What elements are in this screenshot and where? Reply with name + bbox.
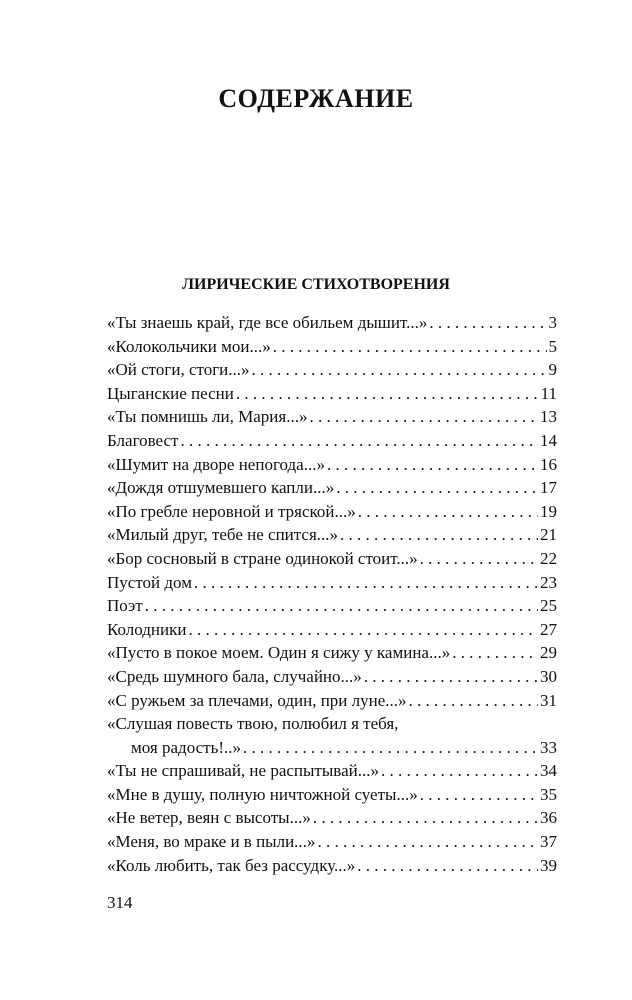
toc-entry-page: 13	[540, 407, 557, 427]
toc-entry-title: «Милый друг, тебе не спится...»	[107, 525, 339, 545]
dot-leader	[358, 500, 538, 524]
toc-entry	[107, 382, 557, 406]
dot-leader	[309, 405, 538, 429]
dot-leader	[336, 476, 538, 500]
dot-leader	[409, 689, 538, 713]
toc-entry-title: «Меня, во мраке и в пыли...»	[107, 832, 316, 852]
toc-entry-title: «С ружьем за плечами, один, при луне...»	[107, 690, 407, 710]
toc-entry	[107, 759, 557, 783]
toc-entry-title: Колодники	[107, 619, 187, 639]
toc-entry-page: 11	[540, 383, 557, 403]
toc-entry	[107, 641, 557, 665]
dot-leader	[429, 311, 546, 335]
dot-leader	[381, 759, 538, 783]
toc-entry	[107, 500, 557, 524]
toc-entry-page: 27	[540, 619, 557, 639]
toc-entry	[107, 453, 557, 477]
toc-entry	[107, 523, 557, 547]
dot-leader	[145, 594, 538, 618]
toc-entry-title: «Пусто в покое моем. Один я сижу у камина...»	[107, 643, 451, 663]
toc-entry	[107, 618, 557, 642]
dot-leader	[340, 523, 538, 547]
toc-entry-page: 25	[540, 596, 557, 616]
toc-entry-title: «Слушая повесть твою, полюбил я тебя,	[107, 714, 399, 734]
toc-entry-page: 36	[540, 808, 557, 828]
dot-leader	[317, 830, 538, 854]
dot-leader	[357, 854, 538, 878]
dot-leader	[273, 335, 547, 359]
toc-entry	[107, 783, 557, 807]
toc-entry-page: 30	[540, 666, 557, 686]
toc-entry	[107, 594, 557, 618]
dot-leader	[452, 641, 538, 665]
toc-entry-page: 31	[540, 690, 557, 710]
dot-leader	[420, 547, 538, 571]
toc-entry-title: «Ой стоги, стоги...»	[107, 360, 250, 380]
toc-entry-page: 37	[540, 832, 557, 852]
toc-entry-title: «Бор сосновый в стране одинокой стоит...»	[107, 548, 418, 568]
toc-entry-title: «По гребле неровной и тряской...»	[107, 501, 356, 521]
toc-entry-page: 21	[540, 525, 557, 545]
toc-entry	[107, 476, 557, 500]
toc-entry-page: 35	[540, 784, 557, 804]
toc-entry-page: 33	[540, 737, 557, 757]
toc-entry-title: «Дождя отшумевшего капли...»	[107, 478, 335, 498]
dot-leader	[313, 806, 538, 830]
toc-entry-title: «Колокольчики мои...»	[107, 336, 271, 356]
toc-entry	[107, 571, 557, 595]
toc-entry-page: 14	[540, 430, 557, 450]
toc-entry	[107, 547, 557, 571]
toc-entry	[107, 806, 557, 830]
toc-entry-page: 22	[540, 548, 557, 568]
toc-entry-title-continuation: моя радость!..»	[131, 737, 242, 757]
section-heading: ЛИРИЧЕСКИЕ СТИХОТВОРЕНИЯ	[182, 276, 450, 293]
dot-leader	[194, 571, 538, 595]
dot-leader	[188, 618, 538, 642]
dot-leader	[181, 429, 539, 453]
contents-heading: СОДЕРЖАНИЕ	[218, 84, 414, 113]
dot-leader	[243, 736, 538, 760]
dot-leader	[236, 382, 539, 406]
toc-entry-page: 9	[548, 360, 557, 380]
dot-leader	[327, 453, 538, 477]
toc-entry-title: «Мне в душу, полную ничтожной суеты...»	[107, 784, 418, 804]
toc-entry-title: Благовест	[107, 430, 179, 450]
toc-entry-page: 23	[540, 572, 557, 592]
toc-entry-page: 19	[540, 501, 557, 521]
toc-entry-title: Поэт	[107, 596, 143, 616]
toc-entry	[107, 311, 557, 335]
toc-entry-title: «Не ветер, веян с высоты...»	[107, 808, 311, 828]
toc-entry	[107, 712, 557, 759]
toc-entry-page: 5	[548, 336, 557, 356]
toc-entry-title: «Коль любить, так без рассудку...»	[107, 855, 356, 875]
toc-entry	[107, 689, 557, 713]
toc-entry	[107, 665, 557, 689]
toc-entry	[107, 429, 557, 453]
toc-entry-title: Пустой дом	[107, 572, 192, 592]
toc-entry-title: «Средь шумного бала, случайно...»	[107, 666, 362, 686]
toc-entry	[107, 335, 557, 359]
toc-entry-page: 17	[540, 478, 557, 498]
toc-entry	[107, 854, 557, 878]
toc-entry	[107, 358, 557, 382]
dot-leader	[364, 665, 538, 689]
toc-entry-title: «Ты знаешь край, где все обильем дышит...»	[107, 313, 428, 332]
toc-entry-title: «Шумит на дворе непогода...»	[107, 454, 325, 474]
dot-leader	[252, 358, 547, 382]
toc-entry-page: 39	[540, 855, 557, 875]
toc-entry-page: 3	[548, 313, 557, 332]
table-of-contents	[107, 311, 557, 877]
toc-entry-title: «Ты не спрашивай, не распытывай...»	[107, 761, 379, 781]
toc-entry	[107, 405, 557, 429]
dot-leader	[420, 783, 538, 807]
page-number: 314	[107, 893, 133, 912]
toc-entry-title: «Ты помнишь ли, Мария...»	[107, 407, 308, 427]
toc-entry-page: 34	[540, 761, 557, 781]
toc-entry	[107, 830, 557, 854]
toc-entry-page: 16	[540, 454, 557, 474]
toc-entry-page: 29	[540, 643, 557, 663]
toc-entry-title: Цыганские песни	[107, 383, 234, 403]
